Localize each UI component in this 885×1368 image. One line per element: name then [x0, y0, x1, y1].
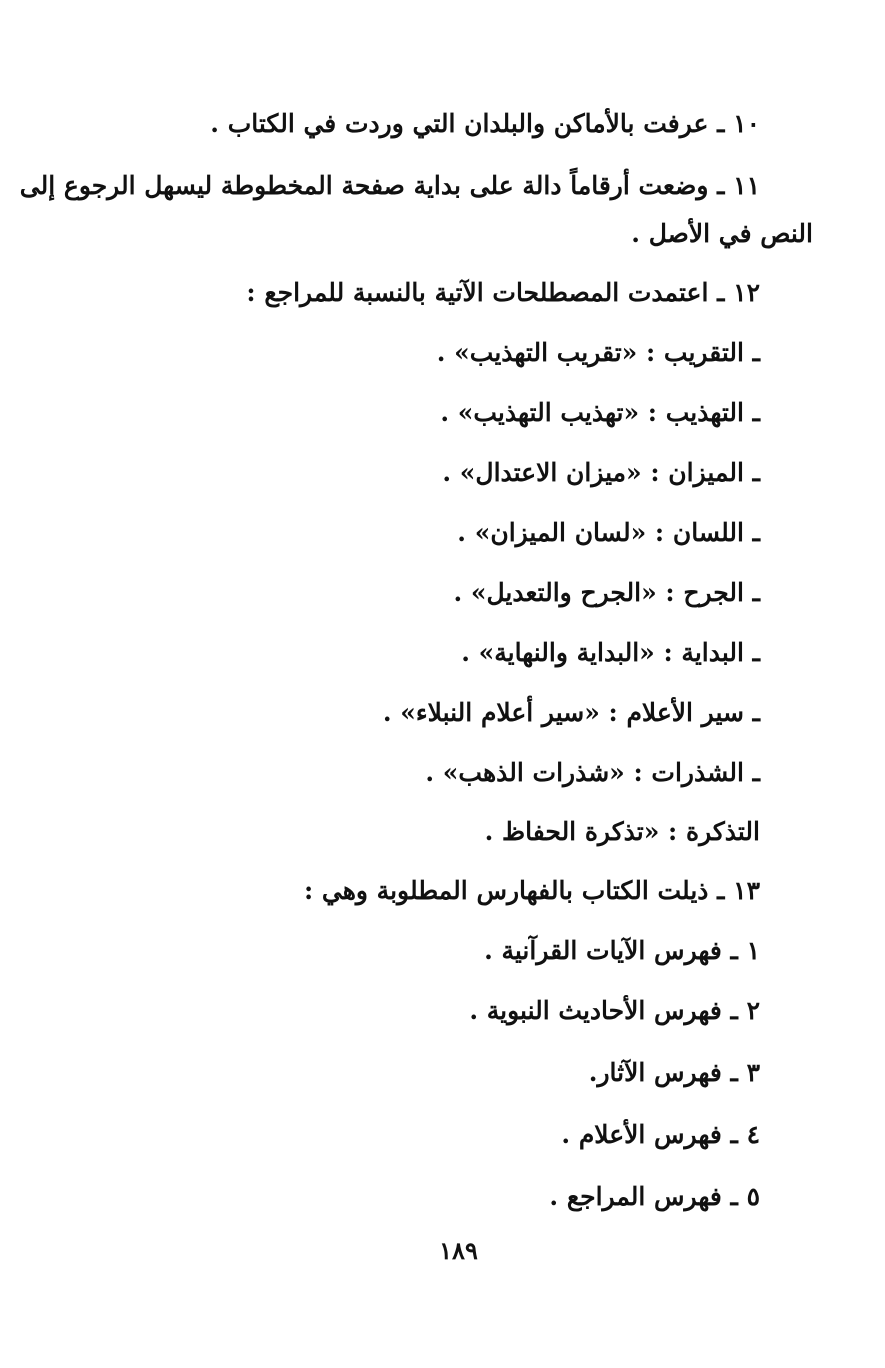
list-item-11-continuation: النص في الأصل .	[631, 219, 813, 248]
index-item-2: ٢ ـ فهرس الأحاديث النبوية .	[469, 996, 760, 1025]
index-item-1: ١ ـ فهرس الآيات القرآنية .	[484, 936, 760, 965]
index-item-3: ٣ ـ فهرس الآثار.	[588, 1058, 760, 1087]
abbreviation-tahdhib: ـ التهذيب : «تهذيب التهذيب» .	[440, 398, 760, 427]
index-item-5: ٥ ـ فهرس المراجع .	[549, 1182, 760, 1211]
page-number: ١٨٩	[439, 1236, 478, 1265]
abbreviation-bidaya: ـ البداية : «البداية والنهاية» .	[461, 638, 760, 667]
abbreviation-lisan: ـ اللسان : «لسان الميزان» .	[457, 518, 760, 547]
abbreviation-mizan: ـ الميزان : «ميزان الاعتدال» .	[442, 458, 760, 487]
index-item-4: ٤ ـ فهرس الأعلام .	[561, 1120, 760, 1149]
list-item-11: ١١ ـ وضعت أرقاماً دالة على بداية صفحة المخطوطة ليسهل الرجوع إلى	[19, 171, 760, 200]
abbreviation-shadharat: ـ الشذرات : «شذرات الذهب» .	[425, 758, 760, 787]
abbreviation-jarh: ـ الجرح : «الجرح والتعديل» .	[453, 578, 760, 607]
abbreviation-taqrib: ـ التقريب : «تقريب التهذيب» .	[436, 338, 760, 367]
list-item-12: ١٢ ـ اعتمدت المصطلحات الآتية بالنسبة للمراجع :	[246, 278, 760, 307]
abbreviation-siyar: ـ سير الأعلام : «سير أعلام النبلاء» .	[382, 698, 760, 727]
list-item-10: ١٠ ـ عرفت بالأماكن والبلدان التي وردت في الكتاب .	[210, 109, 760, 138]
list-item-13: ١٣ ـ ذيلت الكتاب بالفهارس المطلوبة وهي :	[303, 876, 760, 905]
abbreviation-tadhkira: التذكرة : «تذكرة الحفاظ .	[484, 817, 760, 846]
